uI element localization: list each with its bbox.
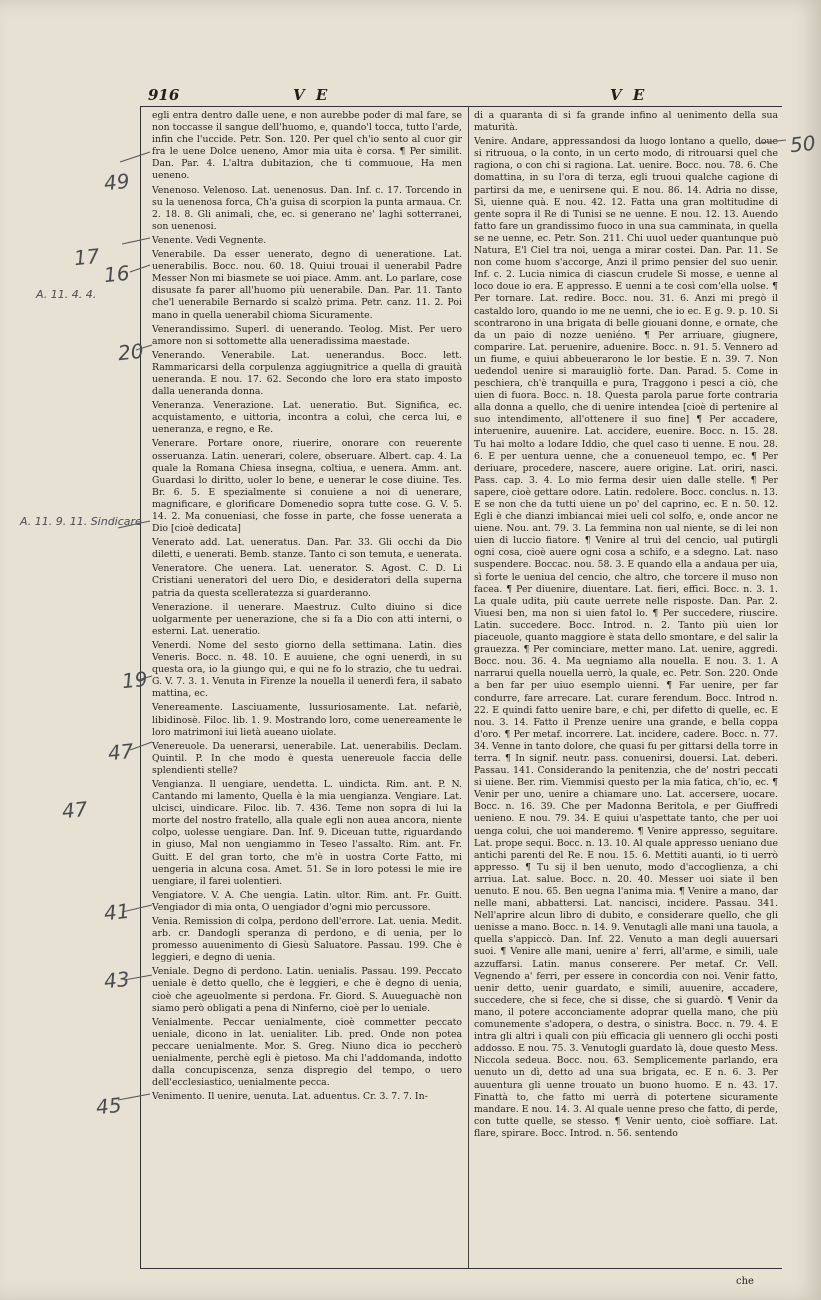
margin-note-47b: 47 [60, 796, 89, 824]
entry-venente: Venente. Vedi Vegnente. [152, 234, 267, 246]
margin-note-47a: 47 [106, 738, 135, 766]
pencil-line [118, 521, 150, 528]
entry-venimento-cont: di a quaranta di si fa grande infino al uenimento della sua maturità. [474, 110, 778, 134]
catchword: che [736, 1276, 754, 1287]
margin-note-16: 16 [102, 260, 131, 288]
pencil-line [130, 265, 150, 272]
head-word-left: V E [293, 86, 331, 104]
entry-venerazione: Venerazione. il uenerare. Maestruz. Culto diuino si dice uolgarmente per uenerazione, che si fa a Dio con atti interni, o esterni. Lat. ueneratio. [152, 601, 462, 637]
margin-note-49: 49 [102, 168, 131, 196]
entry-venerdi: Venerdi. Nome del sesto giorno della settimana. Latin. dies Veneris. Bocc. n. 48. 10. E auuiene, che ogni uenerdì, in su questa ora, io la giungo qui, e qui ne fo lo strazio, che tu uedrai. G. V. 7. 3. 1. Venuta in Firenze la nouella il uenerdì fera, il sabato mattina, ec. [152, 639, 462, 700]
entry-veneranza: Veneranza. Venerazione. Lat. ueneratio. But. Significa, ec. acquistamento, e uittoria, incontra a coluì, che cerca lui, e ueneranza, e regno, e Re. [152, 400, 462, 436]
entry-venerare: Venerare. Portare onore, riuerire, onorare con reuerente osseruanza. Latin. uenerari, colere, obseruare. Albert. cap. 4. La quale la Romana Chiesa insegna, coltiua, e uenera. Amm. ant. Guardasi lo diritto, uoler lo bene, e uenerar le cose diuine. Tes. Br. 6. 5. E spezialmente si conuiene a noi di uenerare, magnificare, e glorificare Domenedio sopra tutte cose. G. V. 5. 14. 2. Ma conueniasi, che fosse in parte, che fosse uenerata a Dio [cioè dedicata] [152, 438, 462, 535]
pencil-line [138, 676, 152, 680]
entry-venerandissimo: Venerandissimo. Superl. di uenerando. Teolog. Mist. Per uero amore non si sottomette alla ueneradissima maestade. [152, 323, 462, 347]
entry-venialmente: Venialmente. Peccar uenialmente, cioè commetter peccato ueniale, dicono in lat. uenialiter. Lib. pred. Onde non potea peccare uenialmente. Mor. S. Greg. Niuno dica io peccherò uenialmente, perchè egli è pietoso. Ma chi l'addomanda, indotto dalla concupiscenza, senza dispregio del tempo, o uero dell'ecclesiastico, uenialmente pecca. [152, 1016, 462, 1089]
entry-venerato: Venerato add. Lat. ueneratus. Dan. Par. 33. Gli occhi da Dio diletti, e uenerati. Bemb. stanze. Tanto ci son temuta, e uenerata. [152, 537, 462, 561]
entry-vengianza: Vengianza. Il uengiare, uendetta. L. uindicta. Rim. ant. P. N. Cantando mi lamento, Quella è la mia uengianza. Vengiare. Lat. ulcisci, uindicare. Filoc. lib. 7. 436. Teme non sopra di lui la morte del nostro fratello, alla quale egli non auea ancora, niente colpo, uolesse uengiare. Dan. Inf. 9. Diceuan tutte, riguardando in giuso, Mal non uengiammo in Teseo l'assalto. Rim. ant. Fr. Guitt. E del gran torto, che m'è in uostra Corte Fatto, mi uengeria in alcuna cosa. Amet. 51. Se in loro potessi le mie ire uengiare, il farei uolentieri. [152, 778, 462, 887]
head-word-right: V E [610, 86, 648, 104]
entry-vengiatore: Vengiatore. V. A. Che uengia. Latin. ultor. Rim. ant. Fr. Guitt. Vengiador di mia onta, O uengiador d'ogni mio percussore. [152, 889, 462, 913]
pencil-line [760, 140, 786, 143]
entry-venerabile: Venerabile. Da esser uenerato, degno di ueneratione. Lat. uenerabilis. Bocc. nou. 60. 18. Quiui trouai il uenerabil Padre Messer Non mi biasmete se uoi piace. Amm. ant. Lo parlare, cose disusate fa parer all'huomo più uenerabile. Dan. Par. 11. Tanto che'l uenerabile Bernardo si scalzò prima. Petr. canz. 11. 2. Poi mano in quella uenerabil chioma Sicuramente. [152, 249, 462, 321]
pencil-line [124, 975, 152, 980]
entry-venia: Venia. Remission di colpa, perdono dell'errore. Lat. uenia. Medit. arb. cr. Dandogli speranza di perdono, e di uenia, per lo promesso auuenimento di Giesù Saluatore. Passau. 199. Che è leggieri, e degno di uenia. [152, 916, 462, 964]
entry-venerando: Venerando. Venerabile. Lat. uenerandus. Bocc. lett. Rammaricarsi della corpulenza aggiugnitrice a quella di grauità ueneranda. E nou. 17. 62. Secondo che loro era stato imposto dalla ueneranda donna. [152, 349, 462, 398]
margin-note-45: 45 [94, 1092, 123, 1120]
margin-note-43: 43 [102, 966, 131, 994]
entry-venereamente: Venereamente. Lasciuamente, lussuriosamente. Lat. nefariè, libidinosè. Filoc. lib. 1. 9. Mostrando loro, come uenereamente le loro matrimoni iui lietà aueano uiolate. [152, 702, 462, 738]
pencil-line [120, 152, 150, 162]
entry-venenoso: Venenoso. Velenoso. Lat. uenenosus. Dan. Inf. c. 17. Torcendo in su la uenenosa forca, Ch'a guisa di scorpion la punta armaua. Cr. 2. 18. 8. Gli animali, che, ec. si generano ne' laghi sotterranei, son uenenosi. [152, 184, 462, 232]
margin-note-19: 19 [120, 666, 149, 694]
margin-note-20: 20 [116, 338, 145, 366]
entry-venimento: Venimento. Il uenire, uenuta. Lat. aduentus. Cr. 3. 7. 7. In- [152, 1091, 428, 1103]
pencil-line [130, 742, 152, 750]
margin-note-sindicare: A. 11. 9. 11. Sindicare [20, 515, 142, 528]
margin-note-41: 41 [102, 898, 131, 926]
entry-venena-cont: egli entra dentro dalle uene, e non aurebbe poder di mal fare, se non toccasse il sangue dell'huomo, e, quando'l tocca, tutto l'arde, infin che l'uccide. Petr. Son. 120. Per quel ch'io sento al cuor gir fra le uene Dolce ueneno, Amor mia uita è corsa. ¶ Per similit. Dan. Par. 4. L'altra dubitazion, che ti commuoue, Ha men ueneno. [152, 110, 462, 182]
entry-veniale: Veniale. Degno di perdono. Latin. uenialis. Passau. 199. Peccato ueniale è detto quello, che è leggieri, e che è degno di uenia, cioè che ageuolmente si perdona. Fr. Giord. S. Auueguachè non siamo però obligati a pena di Ninferno, cioè per lo ueniale. [152, 966, 462, 1014]
entry-venereuole: Venereuole. Da uenerarsi, uenerabile. Lat. uenerabilis. Declam. Quintil. P. In che modo è questa uenereuole faccia delle splendienti stelle? [152, 740, 462, 776]
pencil-line [122, 905, 152, 912]
entry-venire: Venire. Andare, appressandosi da luogo lontano a quello, doue si ritruoua, o la conto, in un certo modo, di ritrouarsi quel che ragiona, o con chi si ragiona. Lat. uenire. Bocc. nou. 78. 6. Che domattina, in su l'ora di terza, egli truoui qualche cagione di partirsi da me, e uenirsene qui. E nou. 86. 14. Adria no disse, Sì, uienne quà. E nou. 42. 12. Fatta una gran moltitudine di gente sopra il Re di Tunisi se ne uenne. E nou. 12. 13. Auendo fatto fare un grandissimo fuoco in una sua camminata, in quella se ne uenne, ec. Petr. Son. 211. Chi uuol ueder quantunque può Natura, E'l Ciel tra noi, uenga a mirar costei. Dan. Par. 11. Se non come huom s'accorge, Anzi il primo pensier del suo uenir. Inf. c. 2. Lucia nimica di ciascun crudele Si mosse, e uenne al loco doue io era. E appresso. E uenni a te così com'ella uolse. ¶ Per tornare. Lat. redire. Bocc. nou. 31. 6. Anzi mi pregò il castaldo loro, quando io me ne uenni, che io ec. E g. 9. p. 10. Si scontrarono in una brigata di belle giouani donne, e ornate, che da un paio di nozze ueniéno. ¶ Per arriuare, giugnere, comparire. Lat. peruenire, aduenire. Bocc. n. 91. 5. Vennero ad un fiume, e quiui abbeuerarono le lor bestie. E n. 39. 7. Non uedendol uenire si marauigliò forte. Dan. Parad. 5. Come in peschiera, ch'è tranquilla e pura, Traggono i pesci a ciò, che uien di fuora. Bocc. n. 18. Questa parola parue forte contraria alla donna a quello, che di uenire intendea [cioè di pertenire al suo intendimento, all'ottenere il suo fine] ¶ Per accadere, interuenire, auuenire. Lat. accidere, euenire. Bocc. n. 15. 28. Tu hai molto a lodare Iddio, che quel caso ti uenne. E nou. 28. 6. E per uentura uenne, che a conueneuol tempo, ec. ¶ Per deriuare, procedere, nascere, auere origine. Lat. oriri, nasci. Pass. cap. 3. 4. Lo mio ferma desir uien dalle stelle. ¶ Per sapere, cioè gettare odore. Latin. redolere. Bocc. conclus. n. 13. E se non che da tutti uiene un po' del caprino, ec. E n. 50. 12. Egli è che dianzi imbiancai miei ueli col solfo, e, onde ancor ne uiene. Nou. ant. 79. 3. La femmina non ual niente, se di lei non uien di luccio fiatore. ¶ Venire al truì del cencio, ual putirgli ogni cosa, cioè auere ogni cosa a schifo, e a sdegno. Lat. naso suspendere. Boccac. nou. 58. 3. E quando ella a andaua per uia, sì forte le ueniua del cencio, che altro, che torcere il muso non facea. ¶ Per diuenire, diuentare. Lat. fieri, effici. Bocc. n. 3. 1. La quale udita, più caute uerrete nelle risposte. Dan. Par. 2. Viuesi ben, ma non si uien fatol lo. ¶ Per succedere, riuscire. Latin. succedere. Bocc. Introd. n. 2. Tanto più uien lor piaceuole, quanto maggiore è stata dello smontare, e del salir la grauezza. ¶ Per cominciare, metter mano. Lat. uenire, aggredi. Bocc. nou. 36. 4. Ma uegniamo alla nouella. E nou. 3. 1. A narrarui quella nouella uerrò, la quale, ec. Petr. Son. 220. Onde a ben far per uiuo esemplo uienni. ¶ Far uenire, per far condurre, fare arrecare. Lat. curare ferendum. Bocc. Introd n. 22. E quindi fatto uenire bare, e chi, per difetto di quelle, ec. E nou. 3. 14. Fatto il Prenze uenire una grande, e bella coppa d'oro. ¶ Per metaf. incorrere. Lat. incidere, cadere. Bocc. n. 77. 34. Venne in tanto dolore, che quasi fu per gittarsi della torre in terra. ¶ In signif. neutr. pass. conuenirsi, douersi. Lat. deberi. Passau. 141. Considerando la penitenzia, che de' nostri peccati si uiene. Ber. rim. Viemmisi questo per la mia fatica, ch'io, ec. ¶ Venir per uno, uenire a chiamare uno. Lat. accersere, uocare. Bocc. n. 16. 39. Che per Madonna Beritola, e per Giuffredi uenieno. E nou. 79. 34. E quiui u'aspettate tanto, che per uoi uenga colui, che uoi manderemo. ¶ Venire appresso, seguitare. Lat. prope sequi. Bocc. n. 13. 10. Al quale appresso ueniano due antichi parenti del Re. E nou. 15. 6. Mettiti auanti, io ti uerrò appresso. ¶ Tu sij il ben uenuto, modo d'accoglienza, a chi arriua. Lat. salue. Bocc. n. 20. 40. Messer uoi siate il ben uenuto. E nou. 65. Ben uegna l'anima mia. ¶ Venire a mano, dar nelle mani, abbattersi. Lat. nancisci, incidere. Passau. 341. Nell'aprire alcun libro di dubito, e considerare quello, che gli uenisse a mano. Bocc. n. 14. 9. Venutagli alle mani una tauola, a quella s'appiccò. Dan. Inf. 22. Venuto a man degli auuersari suoi. ¶ Venire alle mani, uenire a' ferri, all'arme, e simili, uale azzuffarsi. Latin. manus conserere. Per metaf. Cr. Vell. Vegnendo a' ferri, per essere in concordia con noi. Venir fatto, uenir detto, uenir guardato, e simili, auuenire, accadere, succedere, che si fece, che si disse, che si guardò. ¶ Venir da mano, il potere acconciamente adoprar quella mano, che più comunemente s'adopera, o destra, o sinistra. Bocc. n. 79. 4. E intra gli altri i quali con più efficacia gli uennero gli occhi posti addosso. E nou. 75. 3. Venutogli guardato là, doue questo Mess. Niccola sedeua. Bocc. nou. 63. Semplicemente parlando, era uenuto un dì, detto ad una sua brigata, ec. E n. 6. 3. Per auuentura gli uenne trouato un buono huomo. E n. 43. 17. Finattà to, che fatto mi uerrà di potertene sicuramente mandare. E nou. 14. 3. Al quale uenne preso che fatto, di perde, con tutte quelle, se stesso. ¶ Venir uento, cioè soffiare. Lat. flare, spirare. Bocc. Introd. n. 56. sentendo [474, 136, 778, 1139]
page-number: 916 [148, 86, 180, 104]
pencil-line [122, 238, 150, 244]
margin-note-a-11-4-4: A. 11. 4. 4. [36, 288, 97, 301]
pencil-line [136, 345, 152, 350]
pencil-line [118, 1094, 150, 1100]
margin-note-17: 17 [72, 243, 101, 271]
margin-note-50: 50 [788, 130, 817, 158]
entry-veneratore: Veneratore. Che uenera. Lat. uenerator. S. Agost. C. D. Li Cristiani ueneratori del uero Dio, e desideratori della superna patria da questa scelleratezza si guarderanno. [152, 563, 462, 599]
